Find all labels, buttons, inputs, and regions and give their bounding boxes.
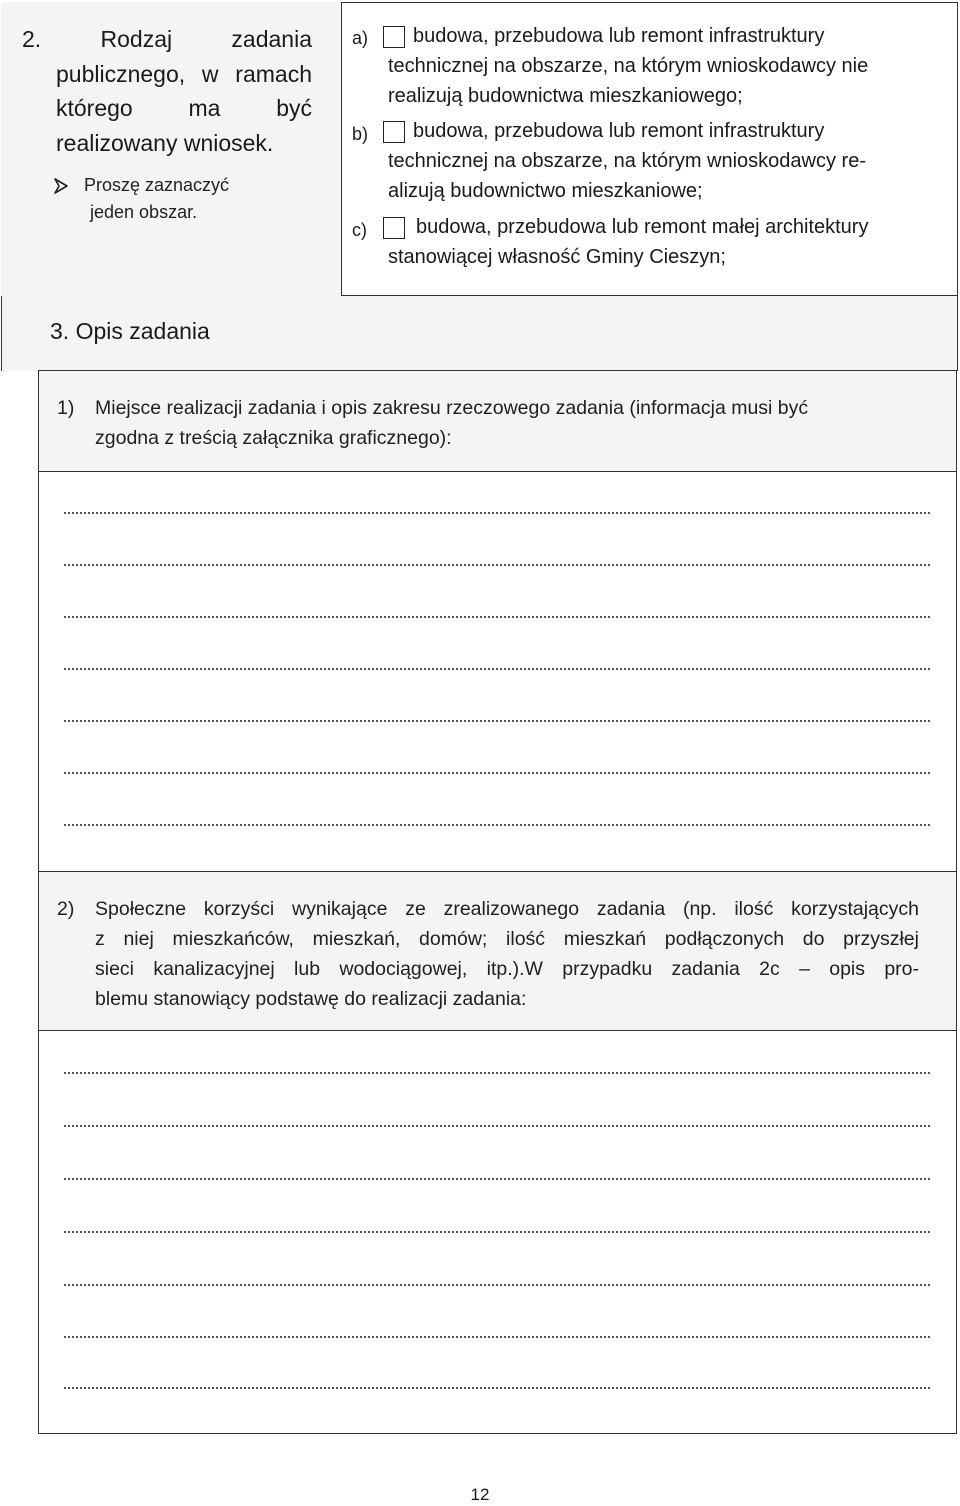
option-c-line-2: stanowiącej własność Gminy Cieszyn; [388, 246, 726, 268]
question-1-line-2: zgodna z treścią załącznika graficznego): [95, 427, 452, 449]
answer-line [64, 824, 930, 826]
answer-line [64, 1336, 930, 1338]
question-2-line-2: z niej mieszkańców, mieszkań, domów; ilość mieszkań podłączonych do przyszłej [95, 928, 919, 950]
option-b-checkbox[interactable] [383, 121, 405, 143]
option-b-line-2: technicznej na obszarze, na którym wnioskodawcy re- [388, 150, 866, 172]
question-2-title: 2. Rodzaj zadania publicznego, w ramach którego ma być realizowany wniosek. [22, 26, 312, 156]
answer-line [64, 1125, 930, 1127]
answer-line [64, 772, 930, 774]
option-a-line-3: realizują budownictwa mieszkaniowego; [388, 85, 743, 107]
answer-line [64, 720, 930, 722]
question-2-line-4: blemu stanowiący podstawę do realizacji zadania: [95, 988, 527, 1010]
question-2-answer-area[interactable] [38, 1029, 957, 1434]
question-2-line-3: sieci kanalizacyjnej lub wodociągowej, itp.).W przypadku zadania 2c – opis pro- [95, 958, 919, 980]
option-c-checkbox[interactable] [383, 217, 405, 239]
question-1-answer-area[interactable] [38, 470, 957, 872]
option-a-line-2: technicznej na obszarze, na którym wnioskodawcy nie [388, 55, 869, 77]
answer-line [64, 1387, 930, 1389]
question-1-line-1: Miejsce realizacji zadania i opis zakresu rzeczowego zadania (informacja musi być [95, 397, 809, 419]
question-2-header [39, 872, 956, 1031]
option-b-line-3: alizują budownictwo mieszkaniowe; [388, 180, 703, 202]
page-number: 12 [470, 1485, 490, 1504]
answer-line [64, 616, 930, 618]
option-a-line-1: budowa, przebudowa lub remont infrastruktury [413, 25, 825, 47]
hint-line-2: jeden obszar. [90, 202, 198, 222]
answer-line [64, 1284, 930, 1286]
option-b-line-1: budowa, przebudowa lub remont infrastruktury [413, 120, 825, 142]
option-a-checkbox[interactable] [383, 26, 405, 48]
option-b-letter: b) [352, 124, 369, 144]
option-c-letter: c) [352, 220, 367, 240]
answer-line [64, 1231, 930, 1233]
question-1-header [39, 371, 956, 472]
option-a-letter: a) [352, 28, 369, 48]
answer-line [64, 512, 930, 514]
arrow-bullet-icon [54, 172, 68, 202]
answer-line [64, 668, 930, 670]
question-2-number: 2) [57, 898, 75, 920]
answer-line [64, 1072, 930, 1074]
answer-line [64, 1178, 930, 1180]
answer-line [64, 564, 930, 566]
question-1-number: 1) [57, 397, 75, 419]
option-c-line-1: budowa, przebudowa lub remont małej architektury [416, 216, 869, 238]
question-2-line-1: Społeczne korzyści wynikające ze zrealizowanego zadania (np. ilość korzystających [95, 898, 919, 920]
hint-line-1: Proszę zaznaczyć [84, 175, 230, 195]
section-3-title: 3. Opis zadania [50, 318, 210, 344]
